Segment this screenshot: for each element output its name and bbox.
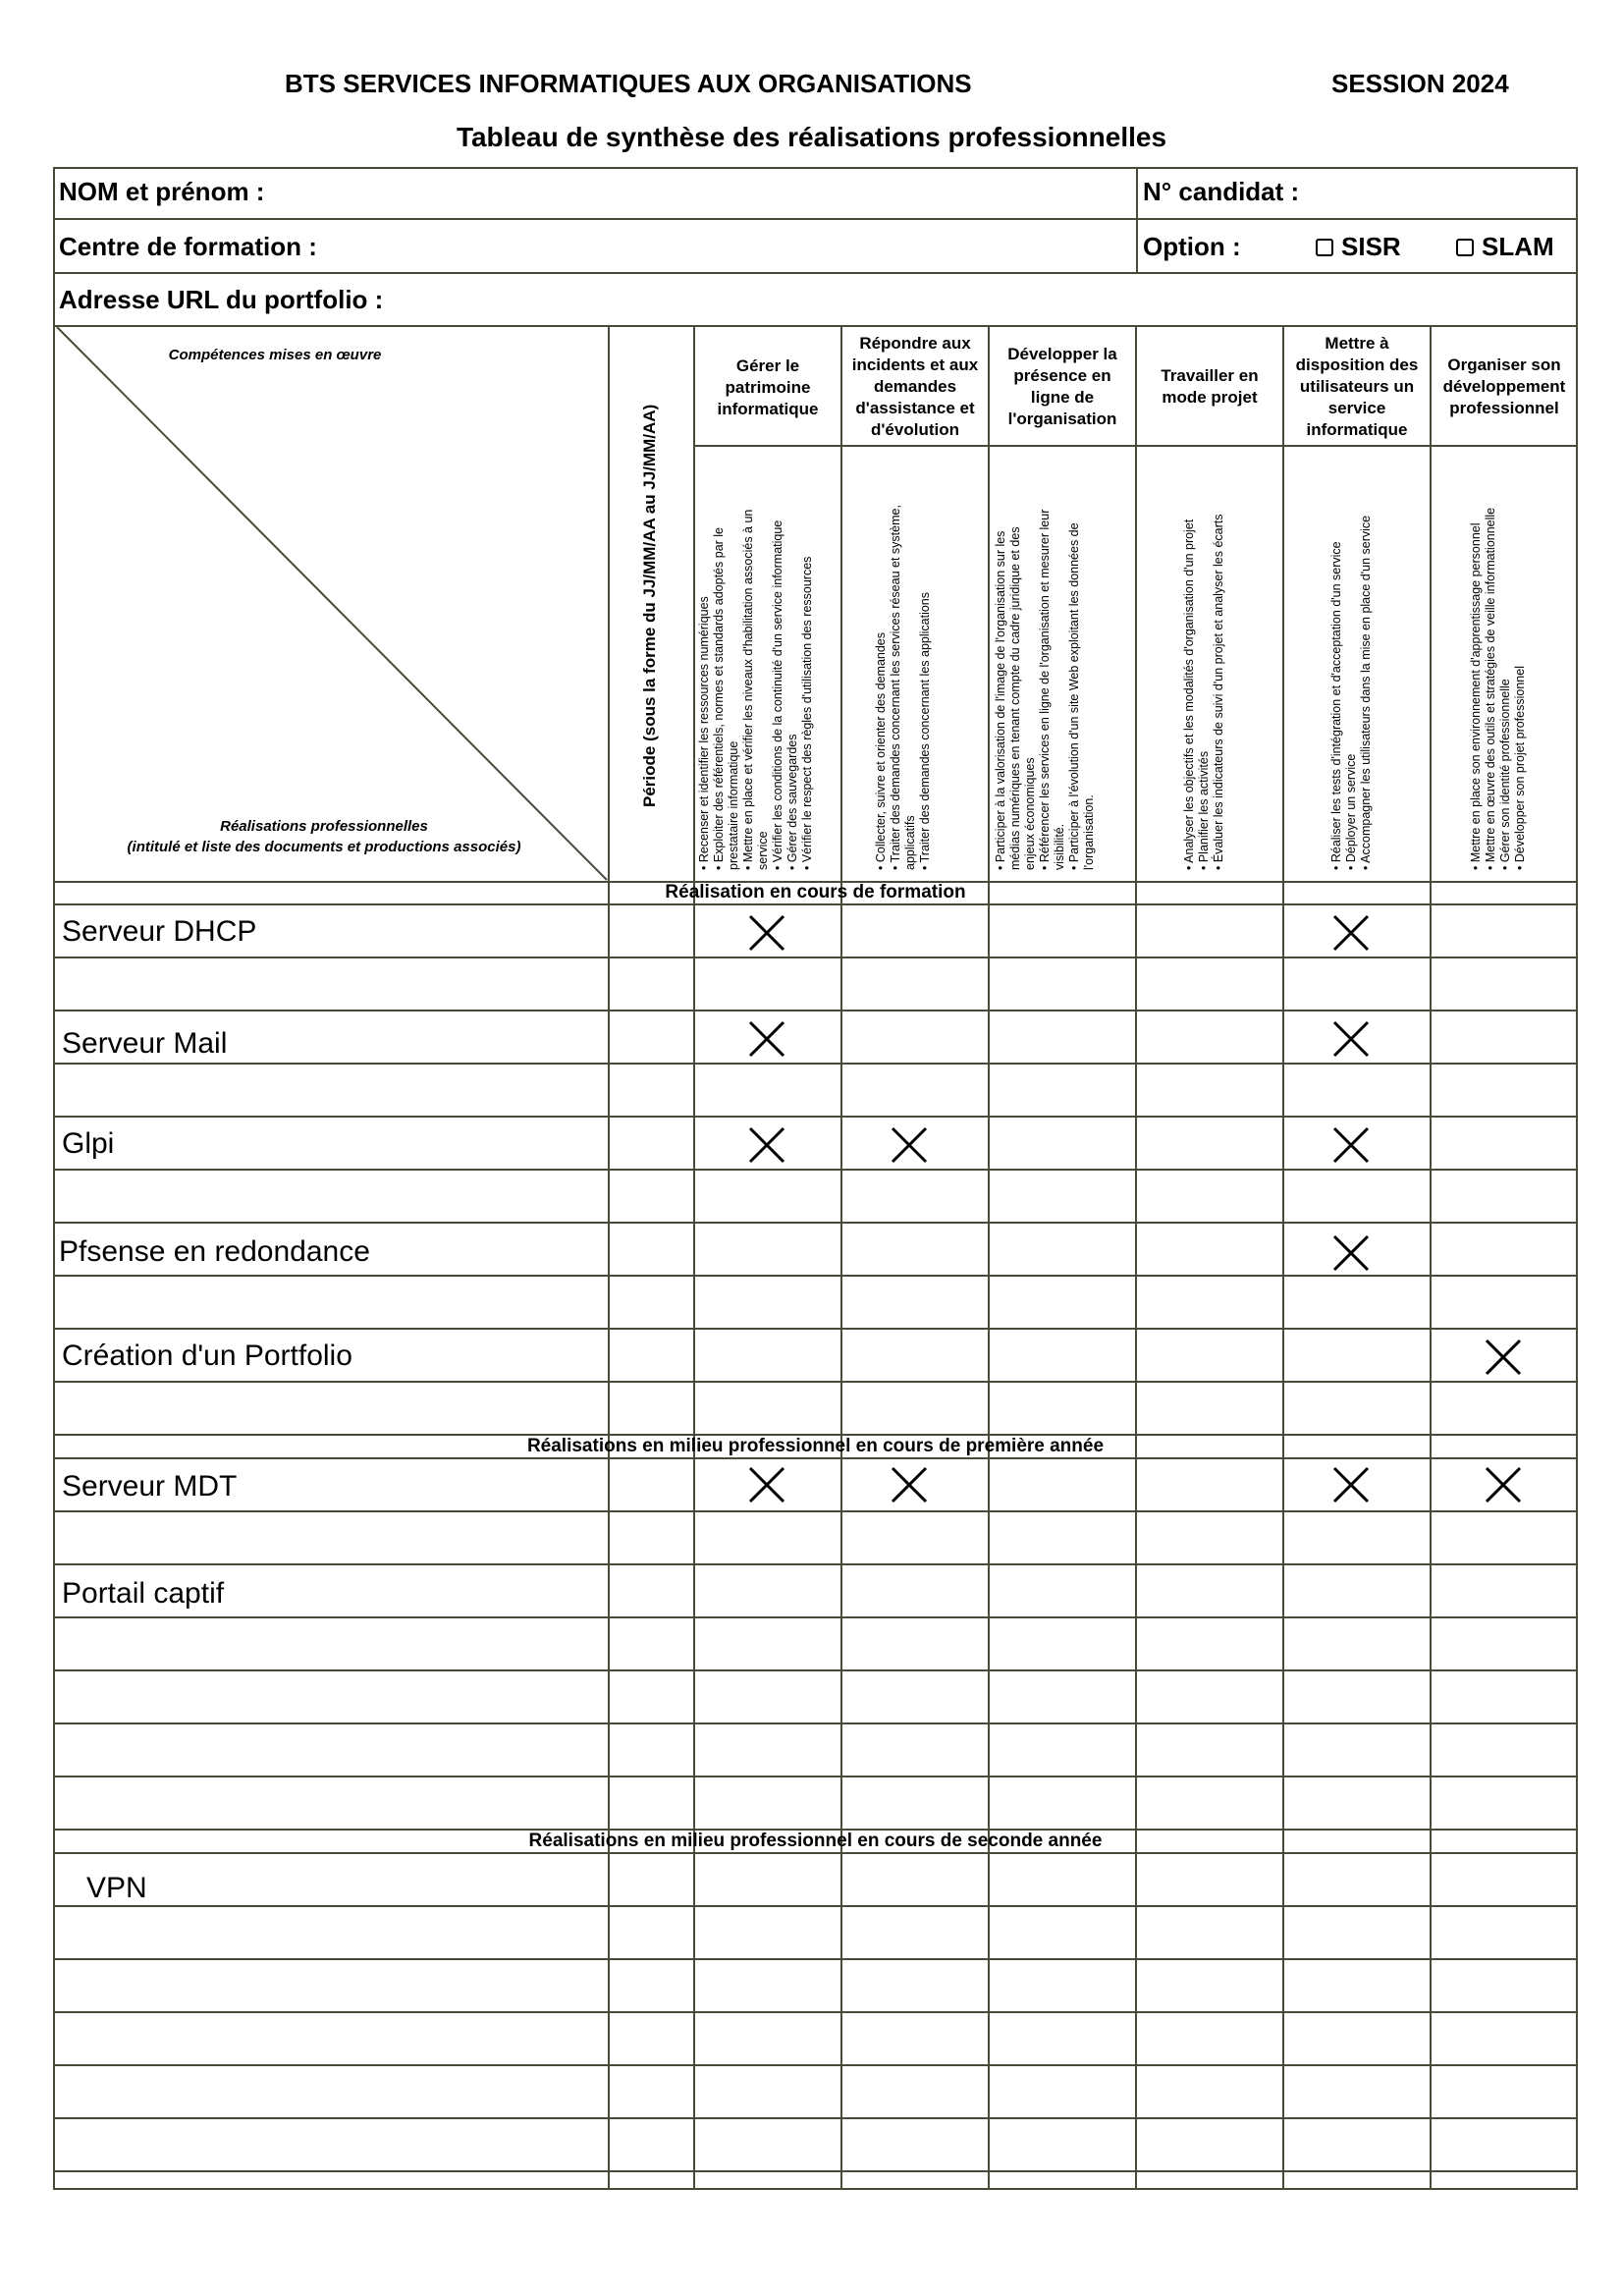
check-x-mark [746, 1018, 787, 1060]
realisation-label: Pfsense en redondance [59, 1235, 370, 1268]
check-x-mark [889, 1124, 930, 1166]
realisation-label: Glpi [62, 1127, 115, 1160]
check-x-mark [746, 1124, 787, 1166]
competence-item: • Collecter, suivre et orienter des demandes [874, 632, 888, 870]
competence-item: enjeux économiques [1023, 757, 1037, 870]
realisation-label: Serveur DHCP [62, 915, 257, 948]
document-subtitle: Tableau de synthèse des réalisations professionnelles [456, 122, 1167, 152]
competence-item: • Mettre en place son environnement d'apprentissage personnel [1469, 522, 1483, 870]
session-label: SESSION 2024 [1331, 69, 1509, 98]
check-x-mark [1330, 1232, 1372, 1274]
competence-item: • Gérer son identité professionnelle [1498, 679, 1512, 870]
realisation-label: Création d'un Portfolio [62, 1339, 352, 1372]
competence-item: • Déployer un service [1344, 753, 1358, 870]
slam-label: SLAM [1482, 232, 1554, 261]
section-first-year: Réalisations en milieu professionnel en cours de première année [526, 1436, 1105, 1456]
competence-item: • Gérer des sauvegardes [785, 734, 799, 870]
realisations-label-2: (intitulé et liste des documents et productions associés) [127, 839, 521, 855]
competence-item: • Recenser et identifier les ressources numériques [697, 596, 711, 870]
competence-items-6 [1469, 508, 1528, 870]
check-x-mark [1330, 1464, 1372, 1505]
period-header: Période (sous la forme du JJ/MM/AA au JJ/MM/AA) [640, 404, 659, 807]
diagonal-divider [53, 325, 609, 882]
check-x-mark [889, 1464, 930, 1505]
competence-items-1 [697, 510, 815, 870]
nom-label: NOM et prénom : [59, 177, 265, 206]
slam-checkbox[interactable] [1456, 239, 1474, 256]
competence-item: • Accompagner les utilisateurs dans la mise en place d'un service [1359, 515, 1373, 870]
check-x-mark [746, 1464, 787, 1505]
check-x-mark [1483, 1337, 1524, 1378]
competence-item: visibilité. [1053, 823, 1066, 870]
competence-item: • Vérifier le respect des règles d'utilisation des ressources [800, 556, 814, 870]
competence-items-5 [1329, 516, 1374, 870]
competence-title-6: Organiser son développement professionnel [1442, 355, 1566, 417]
check-x-mark [1330, 912, 1372, 954]
competence-title-1: Gérer le patrimoine informatique [717, 356, 819, 418]
competence-items-4 [1182, 515, 1226, 871]
realisation-label: VPN [86, 1872, 147, 1904]
competence-title-5: Mettre à disposition des utilisateurs un service informatique [1295, 334, 1419, 439]
sisr-label: SISR [1341, 232, 1401, 261]
competence-title-3: Développer la présence en ligne de l'organisation [1007, 345, 1117, 428]
check-x-mark [1330, 1124, 1372, 1166]
section-formation: Réalisation en cours de formation [665, 882, 966, 902]
competence-item: • Développer son projet professionnel [1513, 666, 1527, 870]
competence-item: • Exploiter des référentiels, normes et standards adoptés par le [712, 526, 726, 870]
document-title: BTS SERVICES INFORMATIQUES AUX ORGANISATIONS [285, 69, 972, 98]
competence-item: prestataire informatique [727, 740, 740, 870]
competence-item: • Évaluer les indicateurs de suivi d'un projet et analyser les écarts [1212, 514, 1225, 870]
competence-title-4: Travailler en mode projet [1161, 366, 1259, 407]
centre-label: Centre de formation : [59, 232, 317, 261]
candidat-label: N° candidat : [1143, 177, 1300, 206]
competence-item: • Analyser les objectifs et les modalités d'organisation d'un projet [1182, 519, 1196, 870]
sisr-checkbox[interactable] [1316, 239, 1333, 256]
competence-item: applicatifs [903, 815, 917, 870]
competence-items-3 [994, 510, 1097, 870]
realisations-label-1: Réalisations professionnelles [220, 818, 428, 835]
portfolio-url-label: Adresse URL du portfolio : [59, 285, 384, 314]
competence-item: service [756, 831, 770, 870]
competence-item: • Référencer les services en ligne de l'organisation et mesurer leur [1038, 509, 1052, 870]
realisation-label: Serveur Mail [62, 1027, 228, 1060]
competence-item: • Participer à l'évolution d'un site Web exploitant les données de [1067, 522, 1081, 870]
check-x-mark [746, 912, 787, 954]
competence-item: • Participer à la valorisation de l'image de l'organisation sur les [994, 530, 1007, 870]
competence-item: • Mettre en œuvre des outils et stratégies de veille informationnelle [1484, 507, 1497, 870]
competence-item: l'organisation. [1082, 794, 1096, 870]
section-second-year: Réalisations en milieu professionnel en cours de seconde année [528, 1831, 1103, 1851]
competence-item: • Traiter des demandes concernant les services réseau et système, [889, 505, 902, 870]
realisation-label: Portail captif [62, 1577, 225, 1610]
option-sisr[interactable] [1316, 232, 1401, 262]
competence-items-2 [874, 505, 933, 870]
competence-item: • Traiter des demandes concernant les applications [918, 591, 932, 870]
realisation-label: Serveur MDT [62, 1470, 238, 1503]
competence-item: • Mettre en place et vérifier les niveaux d'habilitation associés à un [741, 509, 755, 870]
check-x-mark [1483, 1464, 1524, 1505]
competence-item: • Planifier les activités [1197, 750, 1211, 870]
check-x-mark [1330, 1018, 1372, 1060]
competence-item: • Vérifier les conditions de la continuité d'un service informatique [771, 519, 784, 870]
competence-item: médias numériques en tenant compte du cadre juridique et des [1008, 526, 1022, 870]
competences-label: Compétences mises en œuvre [168, 347, 382, 363]
option-slam[interactable] [1456, 232, 1554, 262]
option-label: Option : [1143, 232, 1241, 261]
competence-item: • Réaliser les tests d'intégration et d'acceptation d'un service [1329, 541, 1343, 870]
competence-title-2: Répondre aux incidents et aux demandes d'assistance et d'évolution [851, 334, 979, 439]
